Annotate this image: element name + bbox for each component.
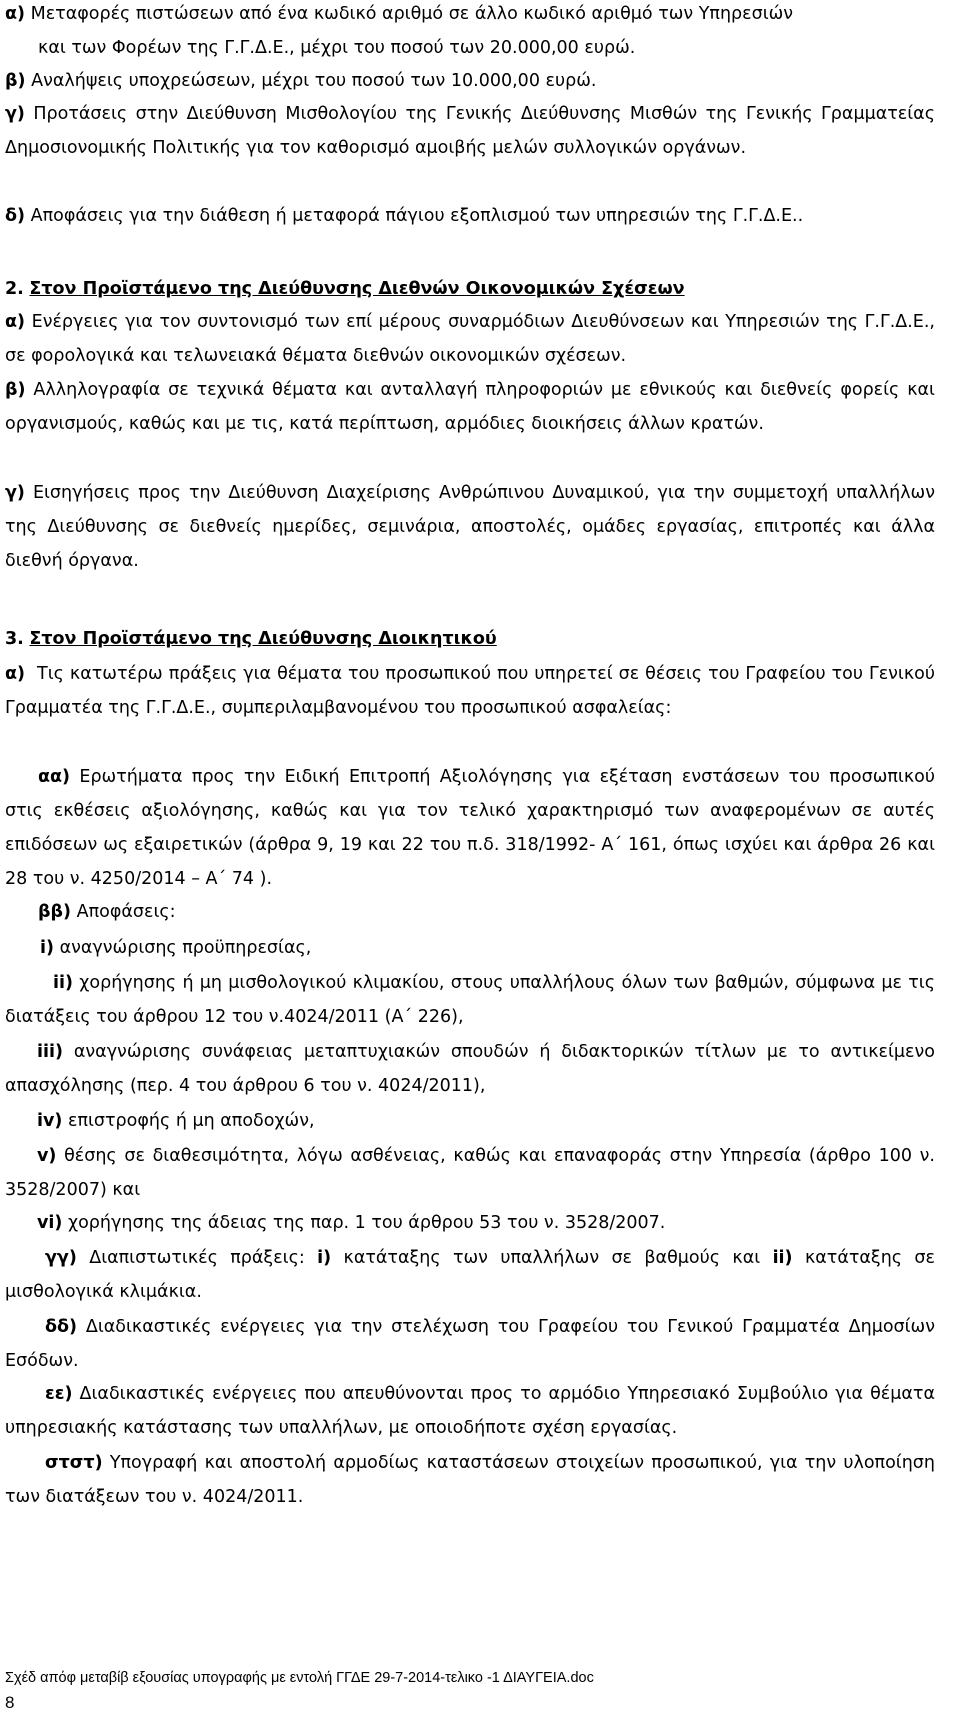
decision-iii: iii) αναγνώρισης συνάφειας μεταπτυχιακών σπουδών ή διδακτορικών τίτλων με το αντικείμενο απασχόλησης (περ. 4 του άρθρου 6 του ν. 4024/2011),: [5, 1042, 935, 1096]
item-label: στστ): [45, 1453, 103, 1473]
item-1d: δ) Αποφάσεις για την διάθεση ή μεταφορά πάγιου εξοπλισμού των υπηρεσιών της Γ.Γ.Δ.Ε..: [5, 206, 804, 226]
item-3a: α) Τις κατωτέρω πράξεις για θέματα του προσωπικού που υπηρετεί σε θέσεις του Γραφείου του Γενικού Γραμματέα της Γ.Γ.Δ.Ε., συμπεριλαμβανομένου του προσωπικού ασφαλείας:: [5, 664, 935, 718]
item-3a-ee: εε) Διαδικαστικές ενέργειες που απευθύνονται προς το αρμόδιο Υπηρεσιακό Συμβούλιο για θέματα υπηρεσιακής κατάστασης των υπαλλήλων, με οποιοδήποτε σχέση εργασίας.: [5, 1384, 935, 1438]
item-1g: γ) Προτάσεις στην Διεύθυνση Μισθολογίου της Γενικής Διεύθυνσης Μισθών της Γενικής Γραμματείας Δημοσιονομικής Πολιτικής για τον καθορισμό αμοιβής μελών συλλογικών οργάνων.: [5, 104, 935, 158]
item-3a-stst: στστ) Υπογραφή και αποστολή αρμοδίως καταστάσεων στοιχείων προσωπικού, για την υλοποίηση των διατάξεων του ν. 4024/2011.: [5, 1453, 935, 1507]
item-1a-line1: α) Μεταφορές πιστώσεων από ένα κωδικό αριθμό σε άλλο κωδικό αριθμό των Υπηρεσιών: [5, 4, 794, 24]
decision-ii: ii) χορήγησης ή μη μισθολογικού κλιμακίου, στους υπαλλήλους όλων των βαθμών, σύμφωνα με τις διατάξεις του άρθρου 12 του ν.4024/2011 (Α΄ 226),: [5, 973, 935, 1027]
decision-iv: iv) επιστροφής ή μη αποδοχών,: [37, 1111, 315, 1131]
item-3a-gg: γγ) Διαπιστωτικές πράξεις: i) κατάταξης των υπαλλήλων σε βαθμούς και ii) κατάταξης σε μισθολογικά κλιμάκια.: [5, 1248, 935, 1302]
decision-vi: vi) χορήγησης της άδειας της παρ. 1 του άρθρου 53 του ν. 3528/2007.: [37, 1213, 666, 1233]
item-2b: β) Αλληλογραφία σε τεχνικά θέματα και ανταλλαγή πληροφοριών με εθνικούς και διεθνείς φορείς και οργανισμούς, καθώς και με τις, κατά περίπτωση, αρμόδιες διοικήσεις άλλων κρατών.: [5, 380, 935, 434]
item-label: β): [5, 71, 26, 91]
item-label: α): [5, 4, 26, 24]
item-label: ββ): [38, 902, 72, 922]
item-label: β): [5, 380, 26, 400]
decision-v: v) θέσης σε διαθεσιμότητα, λόγω ασθένειας, καθώς και επαναφοράς στην Υπηρεσία (άρθρο 100 ν. 3528/2007) και: [5, 1146, 935, 1200]
footer-filename: Σχέδ απόφ μεταβίβ εξουσίας υπογραφής με εντολή ΓΓΔΕ 29-7-2014-τελικο -1 ΔΙΑΥΓΕΙΑ.doc: [5, 1670, 594, 1686]
item-label: v): [37, 1146, 57, 1166]
item-label: i): [40, 938, 54, 958]
item-3a-aa: αα) Ερωτήματα προς την Ειδική Επιτροπή Αξιολόγησης για εξέταση ενστάσεων του προσωπικού στις εκθέσεις αξιολόγησης, καθώς και για τον τελικό χαρακτηρισμό των αναφερομένων σε αυτές επιδόσεων ως εξαιρετικών (άρθρα 9, 19 και 22 του π.δ. 318/1992- Α΄ 161, όπως ισχύει και άρθρα 26 και 28 του ν. 4250/2014 – Α΄ 74 ).: [5, 767, 935, 889]
item-label: εε): [45, 1384, 73, 1404]
item-label: δ): [5, 206, 26, 226]
section-3-heading: 3. Στον Προϊστάμενο της Διεύθυνσης Διοικητικού: [5, 629, 497, 649]
section-title: Στον Προϊστάμενο της Διεύθυνσης Διοικητικού: [29, 629, 497, 649]
item-2a: α) Ενέργειες για τον συντονισμό των επί μέρους συναρμόδιων Διευθύνσεων και Υπηρεσιών της Γ.Γ.Δ.Ε., σε φορολογικά και τελωνειακά θέματα διεθνών οικονομικών σχέσεων.: [5, 312, 935, 366]
item-label: γ): [5, 104, 25, 124]
item-label: α): [5, 664, 26, 684]
page-number: 8: [5, 1693, 15, 1712]
item-label: δδ): [45, 1317, 78, 1337]
item-label: iii): [37, 1042, 63, 1062]
item-3a-dd: δδ) Διαδικαστικές ενέργειες για την στελέχωση του Γραφείου του Γενικού Γραμματέα Δημοσίων Εσόδων.: [5, 1317, 935, 1371]
item-1b: β) Αναλήψεις υποχρεώσεων, μέχρι του ποσού των 10.000,00 ευρώ.: [5, 71, 597, 91]
item-1a-line2: και των Φορέων της Γ.Γ.Δ.Ε., μέχρι του ποσού των 20.000,00 ευρώ.: [38, 38, 636, 58]
section-title: Στον Προϊστάμενο της Διεύθυνσης Διεθνών Οικονομικών Σχέσεων: [29, 279, 685, 299]
item-2g: γ) Εισηγήσεις προς την Διεύθυνση Διαχείρισης Ανθρώπινου Δυναμικού, για την συμμετοχή υπαλλήλων της Διεύθυνσης σε διεθνείς ημερίδες, σεμινάρια, αποστολές, ομάδες εργασίας, επιτροπές και άλλα διεθνή όργανα.: [5, 483, 935, 571]
item-label: ii): [53, 973, 73, 993]
item-3a-bb: ββ) Αποφάσεις:: [38, 902, 176, 922]
item-label: iv): [37, 1111, 63, 1131]
item-label: αα): [38, 767, 71, 787]
section-2-heading: 2. Στον Προϊστάμενο της Διεύθυνσης Διεθνών Οικονομικών Σχέσεων: [5, 279, 685, 299]
item-label: γ): [5, 483, 25, 503]
item-label: vi): [37, 1213, 63, 1233]
item-label: α): [5, 312, 26, 332]
decision-i: i) αναγνώρισης προϋπηρεσίας,: [40, 938, 312, 958]
item-label: γγ): [45, 1248, 77, 1268]
